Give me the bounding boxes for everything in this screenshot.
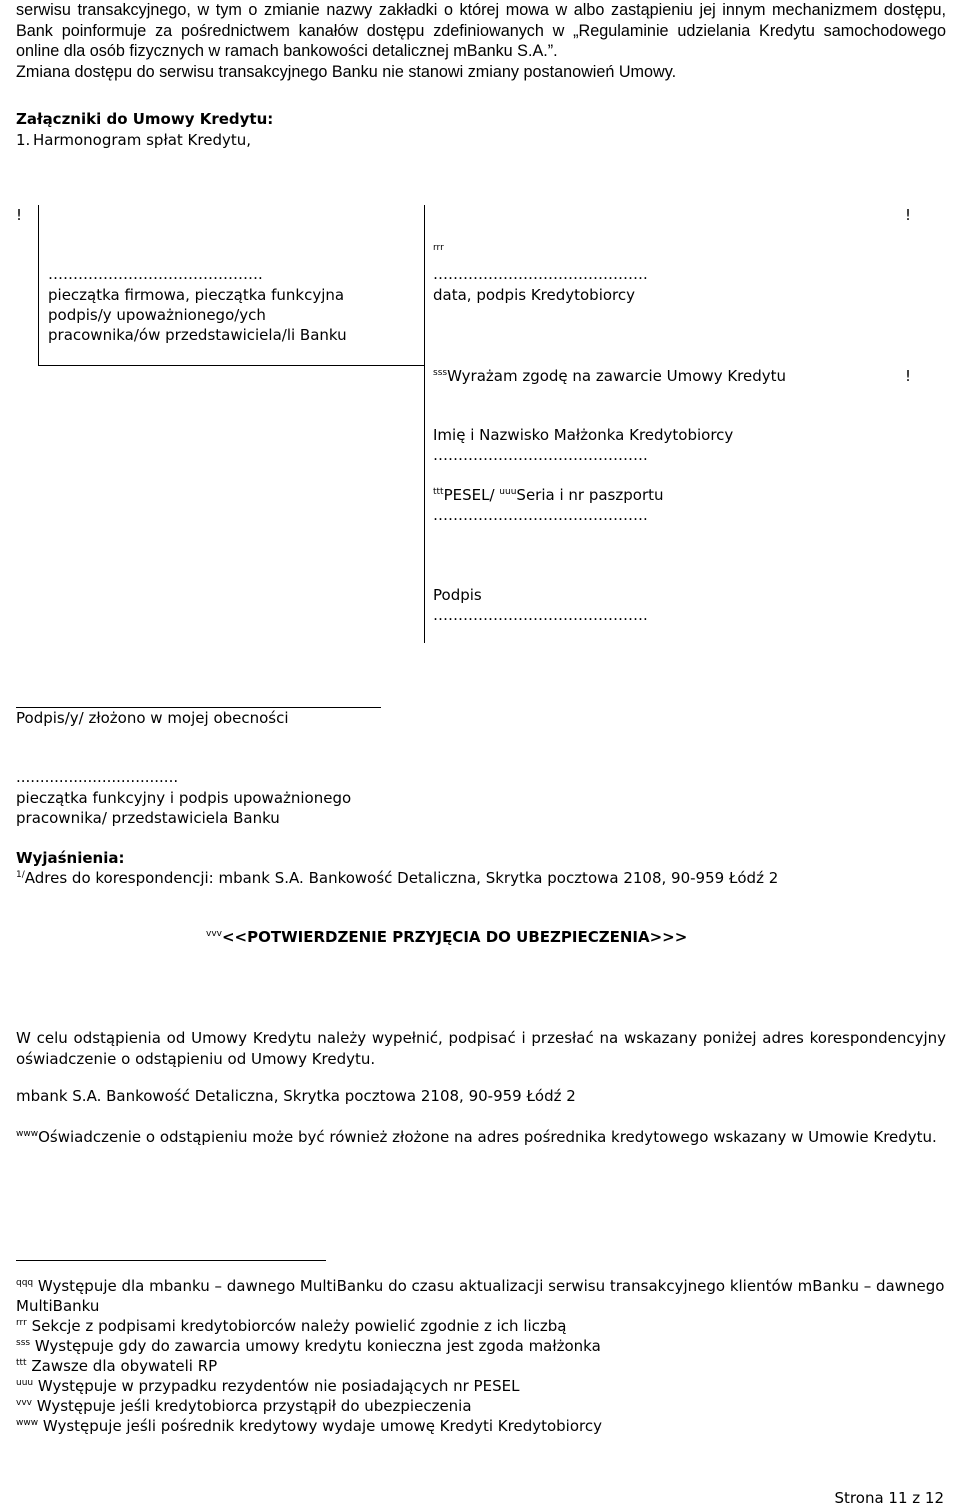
- table-middle-border: [424, 205, 425, 643]
- attachment-item-text: Harmonogram spłat Kredytu,: [33, 131, 252, 149]
- sss-footnote-mark: sss: [433, 368, 448, 378]
- explanations-heading: Wyjaśnienia:: [16, 849, 125, 867]
- footnote-mark: qqq: [16, 1278, 34, 1288]
- spouse-signature-label: Podpis: [433, 586, 482, 604]
- spouse-name-dots: …………………………………….: [433, 446, 648, 464]
- footnote-item: [16, 1316, 946, 1336]
- pesel-dots: …………………………………….: [433, 506, 648, 524]
- witness-caption-2: pracownika/ przedstawiciela Banku: [16, 809, 280, 827]
- passport-label: Seria i nr paszportu: [516, 486, 664, 504]
- attachments-heading: Załączniki do Umowy Kredytu:: [16, 110, 274, 128]
- bank-signature-caption-3: pracownika/ów przedstawiciela/li Banku: [48, 326, 347, 344]
- consent-mark: !: [905, 367, 912, 385]
- footnote-text: Występuje gdy do zawarcia umowy kredytu konieczna jest zgoda małżonka: [34, 1337, 601, 1355]
- vvv-footnote-mark: vvv: [206, 929, 222, 939]
- ttt-footnote-mark: ttt: [433, 487, 444, 497]
- footnote-separator: [16, 1260, 326, 1261]
- page-number: Strona 11 z 12: [834, 1489, 944, 1507]
- attachment-item-number: 1.: [16, 131, 31, 149]
- www-footnote-mark: www: [16, 1129, 39, 1139]
- rrr-footnote-mark: rrr: [433, 243, 444, 253]
- bank-signature-caption-2: podpis/y upoważnionego/ych: [48, 306, 266, 324]
- intro-paragraph-last: Zmiana dostępu do serwisu transakcyjnego Banku nie stanowi zmiany postanowień Umowy.: [16, 62, 677, 81]
- explanation-footnote-mark: 1/: [16, 870, 25, 880]
- spouse-signature-dots: …………………………………….: [433, 606, 648, 624]
- footnote-item: [16, 1356, 946, 1376]
- spouse-name-label: Imię i Nazwisko Małżonka Kredytobiorcy: [433, 426, 734, 444]
- footnote-item: [16, 1336, 946, 1356]
- insurance-heading-text: <<POTWIERDZENIE PRZYJĘCIA DO UBEZPIECZENIA>>>: [221, 928, 688, 946]
- explanations-address: [16, 869, 778, 887]
- borrower-signature-dots: …………………………………….: [433, 265, 648, 283]
- footnote-item: [16, 1416, 946, 1436]
- footnote-item: [16, 1376, 946, 1396]
- witness-dots: ..................................: [16, 768, 179, 786]
- footnote-mark: uuu: [16, 1378, 34, 1388]
- footnote-item: [16, 1276, 946, 1316]
- spouse-consent-text: Wyrażam zgodę na zawarcie Umowy Kredytu: [447, 367, 787, 385]
- footnote-mark: www: [16, 1418, 39, 1428]
- witness-signature-line: [16, 707, 381, 708]
- table-left-border: [38, 205, 39, 365]
- withdrawal-paragraph: W celu odstąpienia od Umowy Kredytu należy wypełnić, podpisać i przesłać na wskazany poniżej adres korespondencyjny oświadczenie o odstąpieniu od Umowy Kredytu.: [16, 1029, 946, 1068]
- left-corner-mark: !: [16, 206, 23, 224]
- explanations-text: Adres do korespondencji: mbank S.A. Bankowość Detaliczna, Skrytka pocztowa 2108, 90-959 Łódź 2: [24, 869, 779, 887]
- footnote-text: Występuje jeśli kredytobiorca przystąpił do ubezpieczenia: [36, 1397, 472, 1415]
- bank-signature-caption-1: pieczątka firmowa, pieczątka funkcyjna: [48, 286, 345, 304]
- intro-paragraph: serwisu transakcyjnego, w tym o zmianie nazwy zakładki o której mowa w albo zastąpieniu jej innym mechanizmem dostępu, Bank poinformuje za pośrednictwem kanałów dostępu zdefiniowanych w „Regulaminie udzielania Kredytu samochodowego online dla osób fizycznych w ramach bankowości detalicznej mBanku S.A.”.: [16, 1, 946, 60]
- bank-signature-dots: …………………………………….: [48, 265, 263, 283]
- pesel-label: PESEL/: [443, 486, 500, 504]
- borrower-signature-caption: data, podpis Kredytobiorcy: [433, 286, 636, 304]
- table-left-bottom-border: [38, 365, 424, 366]
- withdrawal-address: mbank S.A. Bankowość Detaliczna, Skrytka pocztowa 2108, 90-959 Łódź 2: [16, 1087, 576, 1105]
- footnote-mark: vvv: [16, 1398, 32, 1408]
- witness-signed-text: Podpis/y/ złożono w mojej obecności: [16, 709, 289, 727]
- insurance-heading: [206, 928, 687, 946]
- footnote-mark: ttt: [16, 1358, 27, 1368]
- footnotes: [16, 1276, 946, 1436]
- spouse-consent: [433, 367, 786, 385]
- footnote-text: Występuje dla mbanku – dawnego MultiBanku do czasu aktualizacji serwisu transakcyjnego klientów mBanku – dawnego MultiBanku: [16, 1277, 945, 1315]
- footnote-text: Występuje w przypadku rezydentów nie posiadających nr PESEL: [37, 1377, 520, 1395]
- footnote-mark: rrr: [16, 1318, 27, 1328]
- footnote-text: Zawsze dla obywateli RP: [31, 1357, 218, 1375]
- witness-caption-1: pieczątka funkcyjny i podpis upoważnionego: [16, 789, 352, 807]
- footnote-mark: sss: [16, 1338, 31, 1348]
- withdrawal-note-text: Oświadczenie o odstąpieniu może być również złożone na adres pośrednika kredytowego wskazany w Umowie Kredytu.: [38, 1128, 937, 1146]
- intro-text: [16, 0, 946, 82]
- withdrawal-note: [16, 1127, 946, 1148]
- right-corner-mark: !: [905, 206, 912, 224]
- footnote-text: Występuje jeśli pośrednik kredytowy wydaje umowę Kredyti Kredytobiorcy: [42, 1417, 602, 1435]
- uuu-footnote-mark: uuu: [499, 487, 517, 497]
- footnote-item: [16, 1396, 946, 1416]
- pesel-passport-label: [433, 486, 664, 504]
- footnote-text: Sekcje z podpisami kredytobiorców należy powielić zgodnie z ich liczbą: [31, 1317, 567, 1335]
